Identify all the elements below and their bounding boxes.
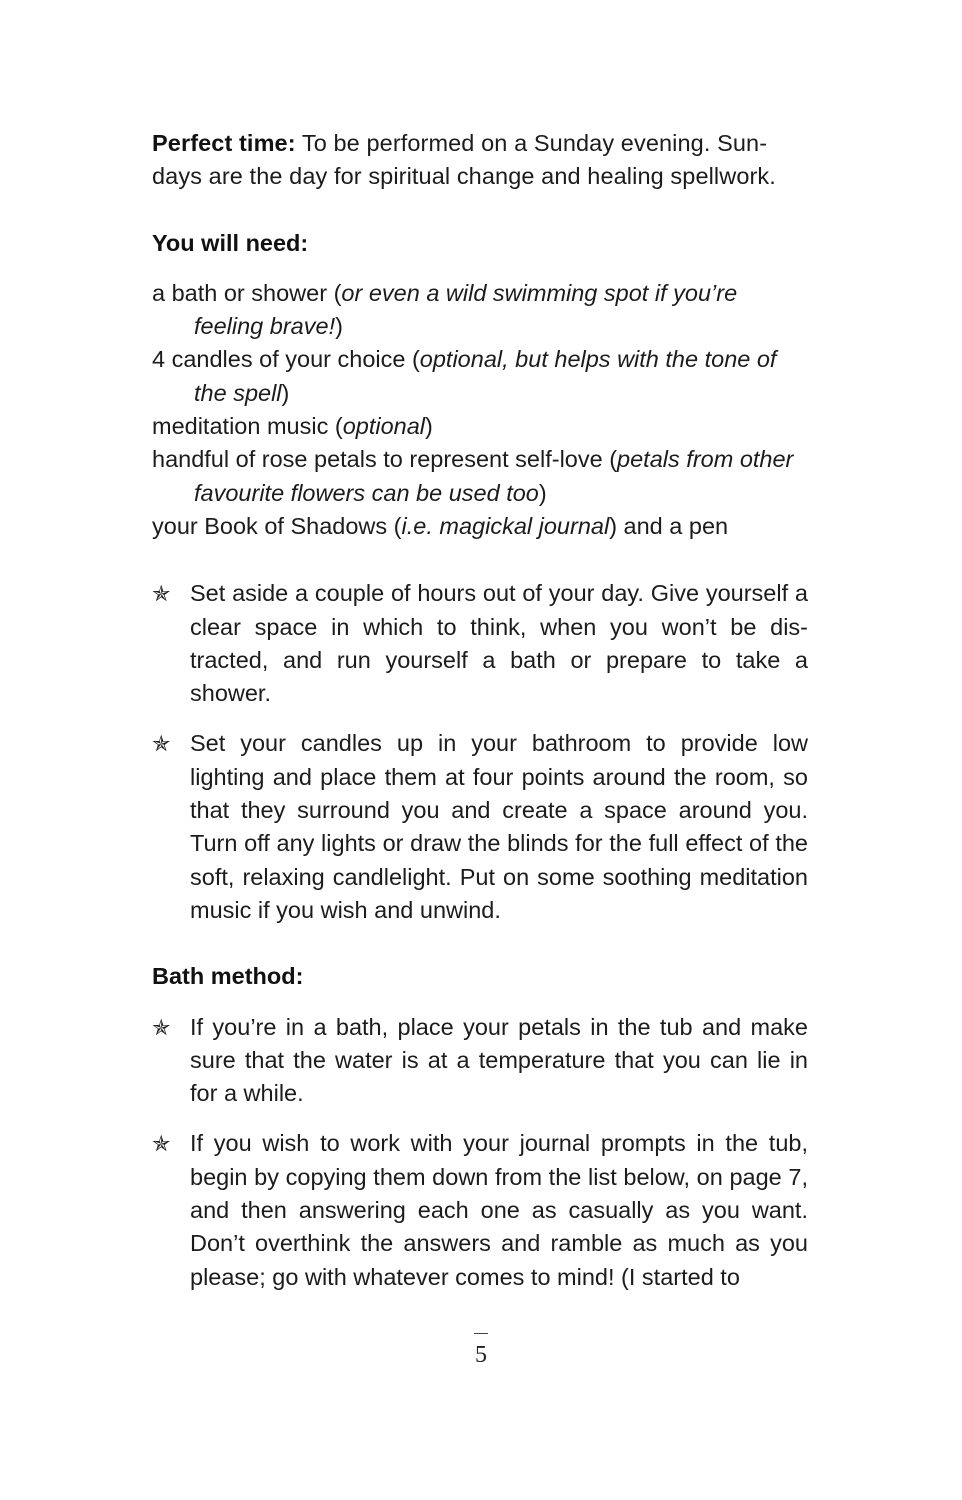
star-bullet-icon: ✯	[152, 731, 171, 757]
needs-item: a bath or shower (or even a wild swimming spot if you’re feeling brave!)	[152, 279, 738, 340]
page-number: 5	[475, 1342, 487, 1368]
step-item	[152, 1127, 808, 1293]
step-item	[152, 1011, 808, 1111]
needs-item: your Book of Shadows (i.e. magickal journal) and a pen	[152, 512, 729, 539]
page-footer	[0, 1333, 962, 1369]
star-bullet-icon: ✯	[152, 1131, 171, 1157]
folio-rule	[474, 1333, 488, 1334]
bath-method-heading: Bath method:	[152, 963, 304, 990]
step-text: If you wish to work with your journal prompts in the tub, begin by copying them down from the list below, on page 7, and then answering each one as casually as you want. Don’t overthink the answers and ramble as much as you please; go with whatever comes to mind! (I started to	[190, 1130, 808, 1290]
step-text: Set aside a couple of hours out of your day. Give yourself a clear space in which to think, when you won’t be dis-tracted, and run yourself a bath or prepare to take a shower.	[190, 580, 808, 707]
page-body	[152, 127, 808, 1294]
preparation-steps	[152, 577, 808, 927]
star-bullet-icon: ✯	[152, 581, 171, 607]
step-item	[152, 577, 808, 710]
bath-method-steps	[152, 1011, 808, 1294]
perfect-time-paragraph	[152, 127, 808, 194]
perfect-time-label: Perfect time:	[152, 130, 296, 156]
needs-item: 4 candles of your choice (optional, but helps with the tone of the spell)	[152, 346, 777, 406]
star-bullet-icon: ✯	[152, 1014, 171, 1040]
needs-item: meditation music (optional)	[152, 413, 433, 440]
step-item	[152, 727, 808, 927]
step-text: Set your candles up in your bathroom to provide low lighting and place them at four points around the room, so that they surround you and create a space around you. Turn off any lights or draw the blinds for the full effect of the soft, relaxing candlelight. Put on some soothing meditation music if you wish and unwind.	[190, 730, 808, 923]
perfect-time-text-1: To be performed on a Sunday evening. Sun-	[295, 130, 768, 156]
step-text: If you’re in a bath, place your petals in the tub and make sure that the water is at a temperature that you can lie in for a while.	[190, 1013, 808, 1107]
perfect-time-text-2: days are the day for spiritual change and healing spellwork.	[152, 163, 776, 190]
you-will-need-heading: You will need:	[152, 229, 309, 256]
needs-item: handful of rose petals to represent self-love (petals from other favourite flowers can be used too)	[152, 446, 794, 506]
needs-list	[152, 277, 808, 543]
